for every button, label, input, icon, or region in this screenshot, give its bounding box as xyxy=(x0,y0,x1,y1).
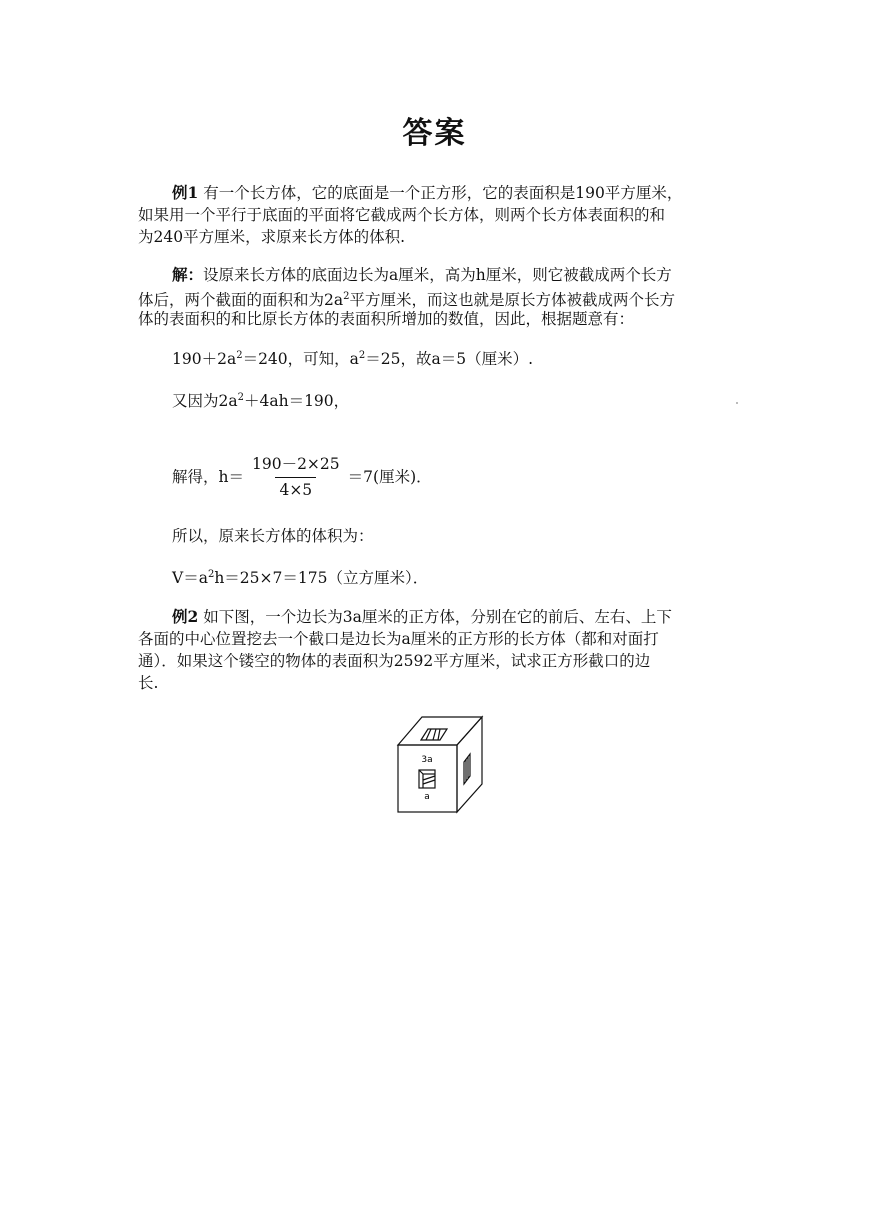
eq3-prefix: 解得，h＝ xyxy=(172,467,244,486)
eq3-suffix: ＝7(厘米)． xyxy=(347,467,432,486)
example2-text1: 如下图，一个边长为3a厘米的正方体，分别在它的前后、左右、上下 xyxy=(203,608,672,626)
eq3-denominator: 4×5 xyxy=(275,477,316,499)
solution-line1 xyxy=(172,264,672,286)
eq3-numerator: 190－2×25 xyxy=(251,455,340,473)
example1-line3: 为240平方厘米，求原来长方体的体积. xyxy=(138,228,406,246)
equation-1 xyxy=(172,347,533,369)
equation-4: 所以，原来长方体的体积为： xyxy=(172,527,374,545)
cube-label-3a: 3a xyxy=(421,755,433,765)
solution-text1: 设原来长方体的底面边长为a厘米，高为h厘米，则它被截成两个长方 xyxy=(203,266,672,284)
eq1-part-b: ＝240，可知，a xyxy=(242,350,359,368)
example1-line2: 如果用一个平行于底面的平面将它截成两个长方体，则两个长方体表面积的和 xyxy=(138,206,666,224)
solution-line3: 体的表面积的和比原长方体的表面积所增加的数值，因此，根据题意有： xyxy=(138,310,635,328)
cube-right-hole xyxy=(464,754,470,784)
solution-text2b: 平方厘米，而这也就是原长方体被截成两个长方 xyxy=(349,291,675,310)
example1-line1 xyxy=(172,182,682,204)
eq2-sup: 2 xyxy=(237,391,244,403)
eq1-part-a: 190＋2a xyxy=(172,350,237,368)
example2-line3: 通）．如果这个镂空的物体的表面积为2592平方厘米，试求正方形截口的边 xyxy=(138,652,651,670)
page-title: 答案 xyxy=(402,116,467,151)
solution-text2a: 体后，两个截面的面积和为2a xyxy=(138,291,344,310)
example2-line4: 长. xyxy=(138,674,159,692)
eq1-sup1: 2 xyxy=(236,349,243,361)
eq5-part-b: h＝25×7＝175（立方厘米）． xyxy=(214,569,429,587)
solution-label: 解： xyxy=(172,265,204,284)
example2-line2: 各面的中心位置挖去一个截口是边长为a厘米的正方形的长方体（都和对面打 xyxy=(138,630,659,648)
eq3-fraction xyxy=(248,452,344,499)
eq5-sup: 2 xyxy=(207,568,215,580)
solution-sup: 2 xyxy=(343,291,350,302)
equation-5 xyxy=(172,566,428,588)
equation-3 xyxy=(172,452,432,499)
cube-label-a: a xyxy=(424,792,430,802)
eq2-part-a: 又因为2a xyxy=(172,392,238,410)
example2-line1 xyxy=(172,606,672,628)
eq2-part-b: ＋4ah＝190， xyxy=(243,392,350,410)
example2-label: 例2 xyxy=(172,607,199,626)
scan-speck xyxy=(736,402,738,404)
eq1-sup2: 2 xyxy=(358,349,366,361)
hollow-cube-figure xyxy=(390,710,490,815)
equation-2 xyxy=(172,389,349,411)
example1-label: 例1 xyxy=(172,183,199,202)
eq5-part-a: V＝a xyxy=(172,569,208,587)
eq1-part-c: ＝25，故a＝5（厘米）. xyxy=(365,350,534,368)
example1-text1: 有一个长方体，它的底面是一个正方形，它的表面积是190平方厘米， xyxy=(203,184,683,202)
